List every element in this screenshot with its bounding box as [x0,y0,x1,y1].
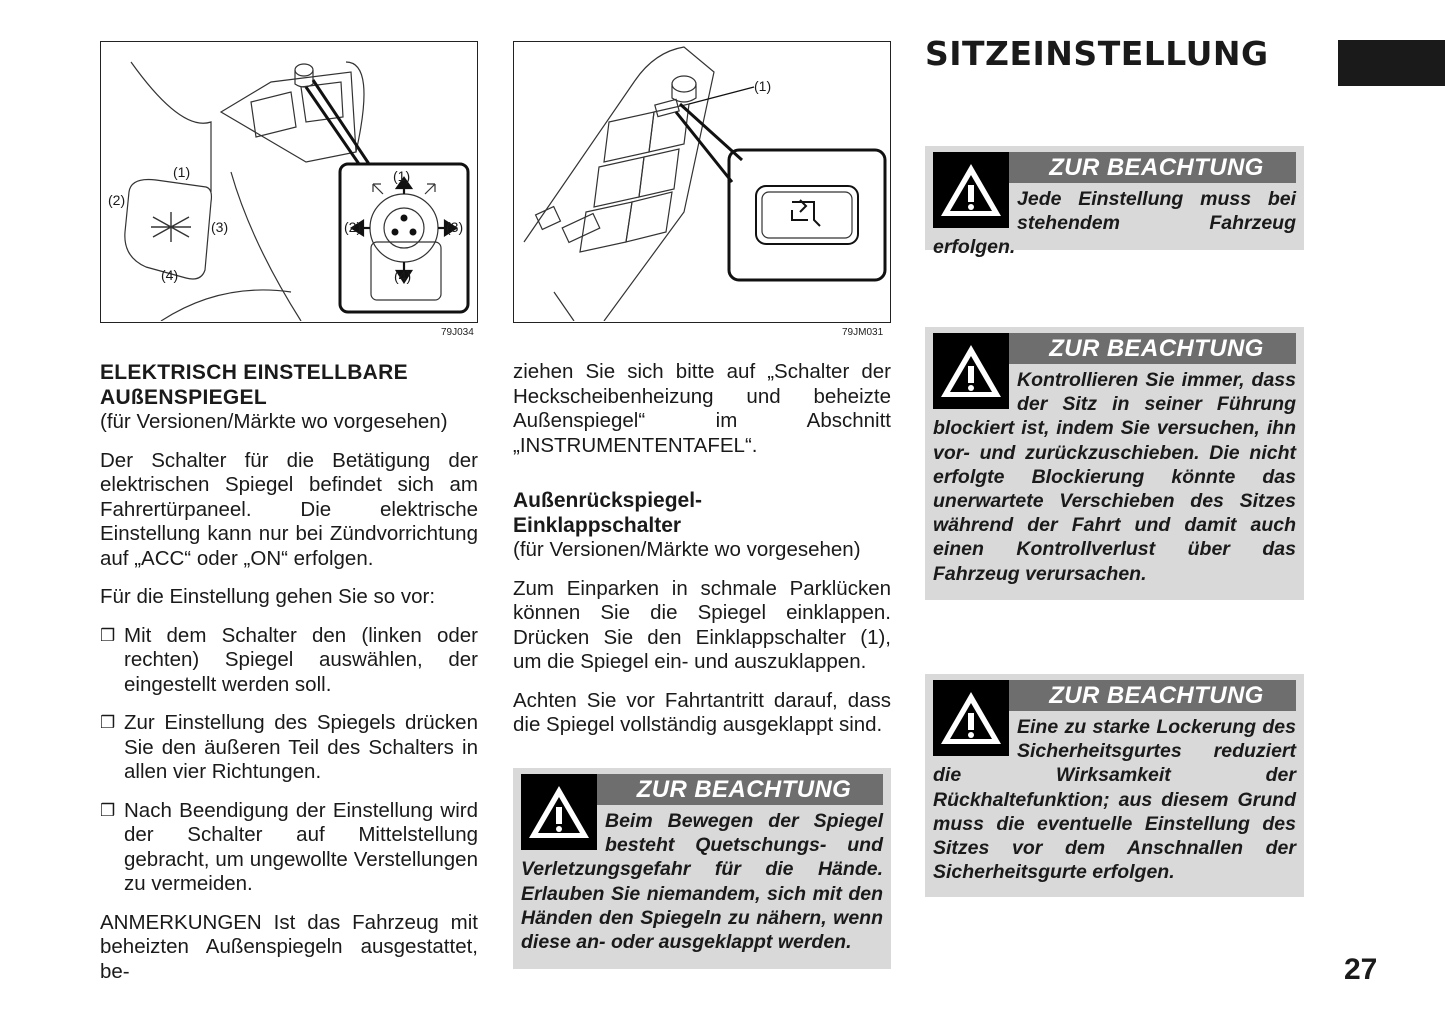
section-heading-line2: AUßENSPIEGEL [100,386,267,409]
warning-title: ZUR BEACHTUNG [933,680,1296,711]
checkbox-bullet-icon: ❒ [100,625,116,645]
section-subtitle: (für Versionen/Märkte wo vorgesehen) [100,410,448,433]
paragraph-continuation: ziehen Sie sich bitte auf „Schalter der Heckscheibenheizung und beheizte Außenspiegel“ im Abschnitt „INSTRUMENTENTAFEL“. [513,360,891,457]
checkbox-bullet-icon: ❒ [100,713,116,732]
mirror-switch-illustration [101,42,476,321]
warning-title: ZUR BEACHTUNG [933,152,1296,183]
switch-label-1: (1) [393,168,411,184]
left-column [100,360,478,998]
figure-code-middle: 79JM031 [842,327,884,338]
page-title: SITZEINSTELLUNG [925,34,1269,73]
list-item-text: Mit dem Schalter den (linken oder rechten) Spiegel auswählen, der eingestellt werden soll. [124,623,478,696]
warning-triangle-icon [521,774,597,850]
paragraph-fold-usage: Zum Einparken in schmale Parklücken können Sie die Spiegel einklappen. Drücken Sie den Einklappschalter (1), um die Spiegel ein- und auszuklappen. [513,576,891,673]
checkbox-bullet-icon: ❒ [100,800,116,820]
warning-text: Eine zu starke Lockerung des Sicherheitsgurtes reduziert die Wirksamkeit der Rückhaltefunktion; aus diesem Grund muss die eventuelle Einstellung des Sitzes vor dem Anschnallen der Sicherheitsgurte erfolgen. [933,716,1296,884]
switch-label-3: (3) [446,219,464,235]
fold-switch-illustration [514,42,889,321]
paragraph-fold-check: Achten Sie vor Fahrtantritt darauf, dass die Spiegel vollständig ausgeklappt sind. [513,688,891,736]
middle-column [513,360,891,752]
mirror-switch-figure [100,41,478,323]
warning-triangle-icon [933,333,1009,409]
list-item-text: Nach Beendigung der Einstellung wird der Schalter auf Mittelstellung gebracht, um ungewollte Verstellungen zu vermeiden. [124,798,478,895]
fold-switch-callout: (1) [754,78,772,94]
warning-triangle-icon [933,680,1009,756]
warning-box-seat-2 [925,327,1304,600]
section-heading-line1: ELEKTRISCH EINSTELLBARE [100,361,408,384]
paragraph-switch-location: Der Schalter für die Betätigung der elektrischen Spiegel befindet sich am Fahrertürpaneel. Die elektrische Einstellung kann nur bei Zündvorrichtung auf „ACC“ oder „ON“ erfolgen. [100,448,478,570]
warning-text: Kontrollieren Sie immer, dass der Sitz in seiner Führung blockiert ist, indem Sie versuchen, ihn vor- und zurückzuschieben. Die nicht erfolgte Blockierung könnte das unerwartete Verschieben des Sitzes während der Fahrt und damit auch einen Kontrollverlust über das Fahrzeug verursachen. [933,369,1296,585]
switch-label-4: (4) [394,268,412,284]
warning-title: ZUR BEACHTUNG [933,333,1296,364]
warning-text: Jede Einstellung muss bei stehendem Fahrzeug erfolgen. [933,188,1296,259]
paragraph-notes: ANMERKUNGEN Ist das Fahrzeug mit beheizten Außenspiegeln ausgestattet, be- [100,910,478,983]
list-item [100,711,478,785]
figure-label-4: (4) [161,267,179,283]
warning-box-mirror [513,768,891,969]
warning-box-seat-1 [925,146,1304,259]
figure-label-1: (1) [173,164,191,180]
warning-text: Beim Bewegen der Spiegel besteht Quetschungs- und Verletzungsgefahr für die Hände. Erlauben Sie niemandem, sich mit den Händen den Spiegeln zu nähern, wenn diese an- oder ausgeklappt werden. [521,810,883,954]
figure-label-2: (2) [108,192,126,208]
warning-triangle-icon [933,152,1009,228]
subsection-heading-line1: Außenrückspiegel- [513,489,703,512]
switch-label-2: (2) [344,219,362,235]
page-number: 27 [1344,953,1378,986]
list-item-text: Zur Einstellung des Spiegels drücken Sie den äußeren Teil des Schalters in allen vier Richtungen. [124,711,478,783]
list-item [100,624,478,698]
subsection-subtitle: (für Versionen/Märkte wo vorgesehen) [513,538,861,561]
paragraph-procedure-intro: Für die Einstellung gehen Sie so vor: [100,585,436,608]
warning-box-seat-3 [925,674,1304,897]
list-item [100,799,478,897]
figure-label-3: (3) [211,219,229,235]
fold-switch-figure [513,41,891,323]
subsection-heading-line2: Einklappschalter [513,514,682,537]
figure-code-left: 79J034 [441,327,474,338]
chapter-tab-marker [1338,40,1445,86]
warning-title: ZUR BEACHTUNG [521,774,883,805]
